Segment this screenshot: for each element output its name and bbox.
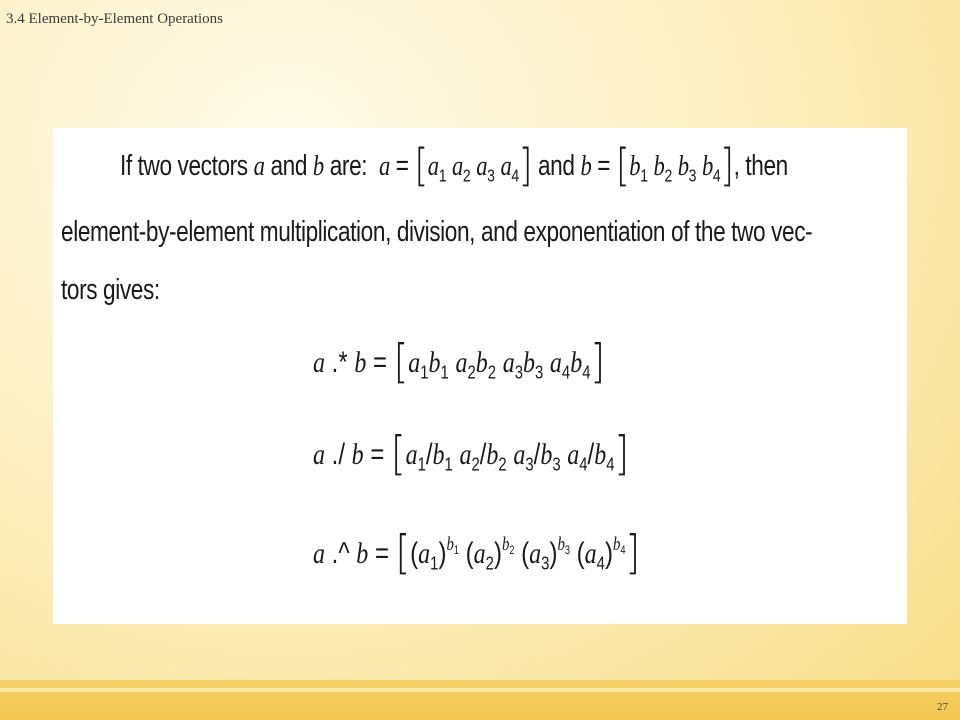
equation-multiplication: a .* $b = [a_1b_1$ $a_2b_2$ $a_3b_3$ $a_4b_4$] (313, 334, 605, 389)
equation-division: a ./ $b = [a_1/b_1$ $a_2/b_2$ $a_3/b_3$ $a_4/b_4$] (313, 426, 630, 481)
equation-exponentiation: a .^ $b = [(a_1)^{b_1}$ $(a_2)^{b_2}$ $(a_3)^{b_3}$ $(a_4)^{b_4}$] (313, 525, 641, 580)
slide-title: 3.4 Element-by-Element Operations (6, 11, 224, 27)
text-line-3: tors gives: (61, 274, 160, 306)
footer-stripe (0, 680, 960, 720)
page-number: 27 (937, 701, 948, 713)
text-line-1: If two vectors a and b are: $a = [a_1$ $a_2$ $a_3$ $a_4$] and $b = [b_1$ $b_2$ $b_3$ $b_4$], then (61, 138, 788, 192)
content-image (53, 128, 907, 624)
text-line-2: element-by-element multiplication, division, and exponentiation of the two vec- (61, 216, 813, 248)
